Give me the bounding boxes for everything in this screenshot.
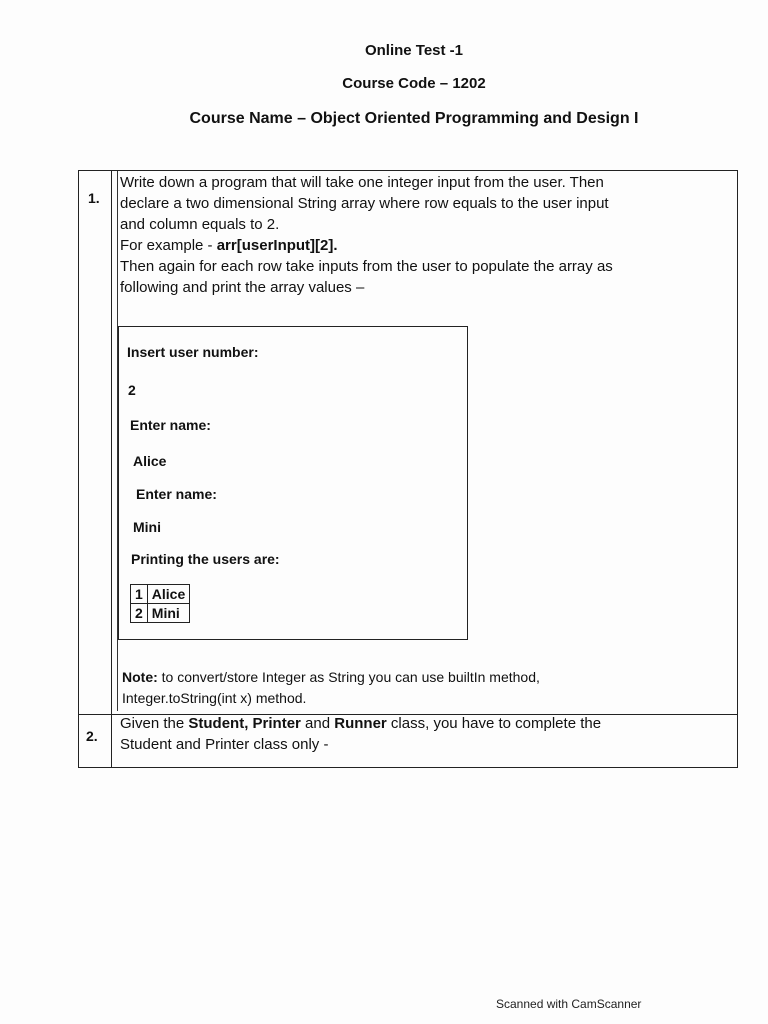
question-1-line-5: Then again for each row take inputs from the user to populate the array as — [120, 258, 613, 275]
question-1-number: 1. — [88, 190, 100, 206]
prompt-enter-name-2: Enter name: — [136, 486, 217, 502]
table-cell-index: 1 — [131, 585, 148, 604]
note-label: Note: — [122, 669, 158, 685]
question-1-note — [122, 667, 722, 709]
test-title: Online Test -1 — [364, 42, 464, 59]
note-line-2: Integer.toString(int x) method. — [122, 690, 307, 706]
name-2-value: Mini — [133, 519, 161, 535]
users-table — [130, 584, 190, 623]
question-2-text — [120, 713, 732, 755]
q2-line-2: Student and Printer class only - — [120, 736, 329, 753]
course-code: Course Code – 1202 — [342, 75, 486, 92]
course-name: Course Name – Object Oriented Programming and Design I — [189, 110, 639, 127]
table-cell-index: 2 — [131, 604, 148, 623]
example-prefix: For example - — [120, 237, 217, 254]
prompt-enter-name-1: Enter name: — [130, 417, 211, 433]
table-row — [131, 585, 190, 604]
question-2-number: 2. — [86, 728, 98, 744]
question-1-line-2: declare a two dimensional String array where row equals to the user input — [120, 195, 609, 212]
column-divider — [111, 171, 112, 767]
table-row — [131, 604, 190, 623]
question-1-example — [120, 235, 732, 256]
number-value: 2 — [128, 382, 136, 398]
table-cell-name: Alice — [147, 585, 189, 604]
q2-post: class, you have to complete the — [386, 715, 602, 732]
scanner-watermark: Scanned with CamScanner — [496, 997, 642, 1011]
table-cell-name: Mini — [147, 604, 189, 623]
question-1-text — [120, 172, 732, 298]
example-code: arr[userInput][2]. — [216, 237, 338, 254]
question-1-line-6: following and print the array values – — [120, 279, 365, 296]
q2-bold-runner: Runner — [334, 715, 387, 732]
q2-pre: Given the — [120, 715, 189, 732]
question-1-line-1: Write down a program that will take one integer input from the user. Then — [120, 174, 604, 191]
q2-bold-classes: Student, Printer — [188, 715, 301, 732]
name-1-value: Alice — [133, 453, 167, 469]
printing-label: Printing the users are: — [131, 551, 280, 567]
prompt-insert-number: Insert user number: — [127, 344, 259, 360]
question-1-line-3: and column equals to 2. — [120, 216, 280, 233]
note-text: to convert/store Integer as String you can use builtIn method, — [157, 669, 540, 685]
q2-mid: and — [300, 715, 335, 732]
